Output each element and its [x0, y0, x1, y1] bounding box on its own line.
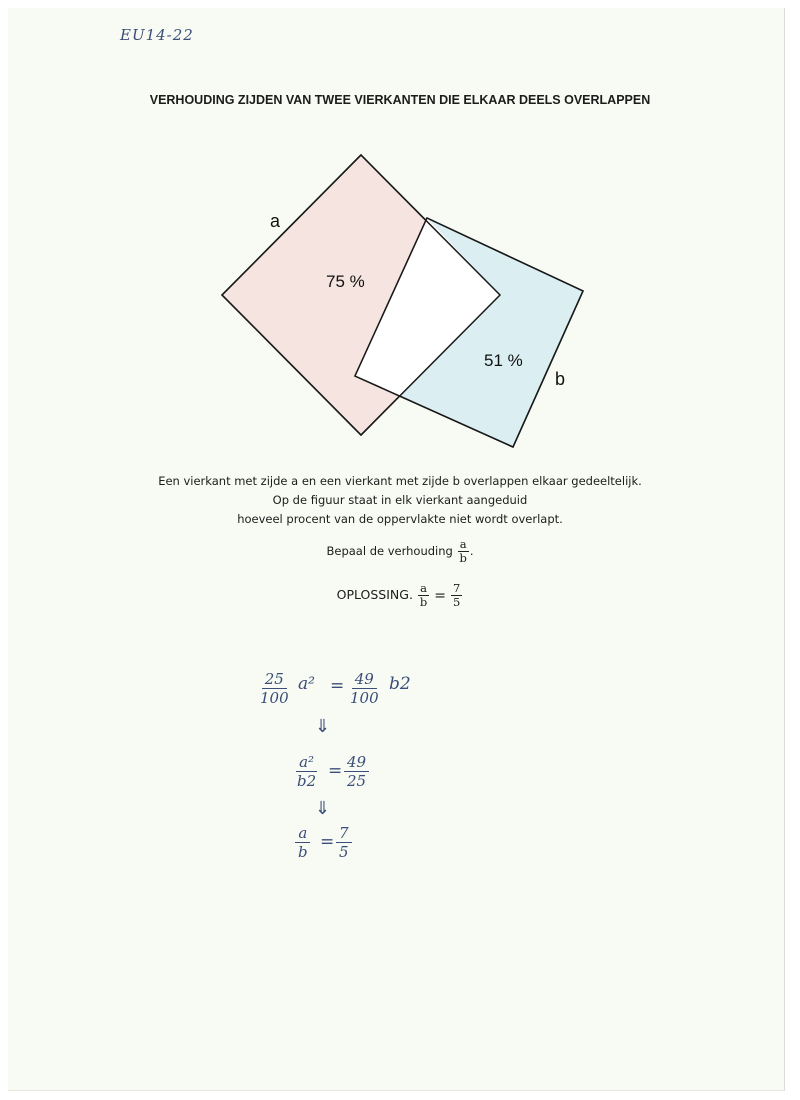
hw-step3-num: a: [295, 824, 310, 843]
solution-equals: =: [434, 587, 447, 604]
ratio-denominator: b: [459, 551, 467, 565]
hw-step1-left-fraction: [257, 670, 292, 707]
hw-step3-right-fraction: [336, 824, 352, 861]
hw-step2-num: a²: [296, 753, 317, 772]
hw-step1-left-num: 25: [262, 670, 287, 689]
solution-lhs-denominator: b: [419, 595, 428, 609]
solution-lhs-fraction: [418, 582, 429, 609]
hw-step2-rnum: 49: [344, 753, 369, 772]
question-line: [0, 538, 800, 565]
hw-step3-den: b: [298, 843, 308, 861]
side-label-b: b: [555, 369, 566, 389]
solution-label: OPLOSSING.: [336, 587, 413, 602]
question-text: Bepaal de verhouding: [326, 544, 453, 558]
hw-step2-den: b2: [297, 772, 317, 790]
hw-step1-right-den: 100: [350, 689, 379, 707]
hw-step3-equals: =: [320, 832, 335, 852]
question-period: .: [469, 544, 474, 558]
solution-rhs-fraction: [451, 582, 462, 609]
document-reference: EU14-22: [120, 26, 194, 44]
hw-step3-left-fraction: [295, 824, 311, 861]
percentage-label-b: 51 %: [484, 351, 523, 370]
problem-line-1: Een vierkant met zijde a en een vierkant met zijde b overlappen elkaar gedeeltelijk.: [158, 474, 642, 488]
solution-rhs-denominator: 5: [453, 595, 461, 609]
overlapping-squares-figure: [0, 0, 800, 460]
solution-lhs-numerator: a: [420, 581, 428, 595]
ratio-fraction: [457, 538, 468, 565]
hw-step2-rden: 25: [347, 772, 367, 790]
hw-step1-left-den: 100: [260, 689, 289, 707]
side-label-a: a: [270, 211, 281, 231]
hw-step1-equals: =: [330, 676, 345, 696]
hw-step1-right-num: 49: [352, 670, 377, 689]
hw-step3-rden: 5: [339, 843, 349, 861]
hw-step1-a-squared: a²: [298, 674, 315, 694]
hw-step2-equals: =: [328, 761, 343, 781]
solution-line: [0, 582, 800, 609]
hw-arrow-2: ⇓: [315, 798, 331, 819]
problem-line-2: Op de figuur staat in elk vierkant aangeduid: [272, 493, 528, 507]
percentage-label-a: 75 %: [326, 272, 365, 291]
hw-step1-right-fraction: [347, 670, 382, 707]
hw-step1-b-squared: b2: [389, 674, 411, 694]
hw-step3-rnum: 7: [336, 824, 352, 843]
hw-arrow-1: ⇓: [315, 716, 331, 737]
hw-step2-right-fraction: [344, 753, 369, 790]
hw-step2-left-fraction: [294, 753, 319, 790]
solution-rhs-numerator: 7: [453, 581, 461, 595]
page-title: VERHOUDING ZIJDEN VAN TWEE VIERKANTEN DIE ELKAAR DEELS OVERLAPPEN: [149, 93, 651, 107]
ratio-numerator: a: [459, 537, 467, 551]
problem-line-3: hoeveel procent van de oppervlakte niet wordt overlapt.: [237, 512, 563, 526]
